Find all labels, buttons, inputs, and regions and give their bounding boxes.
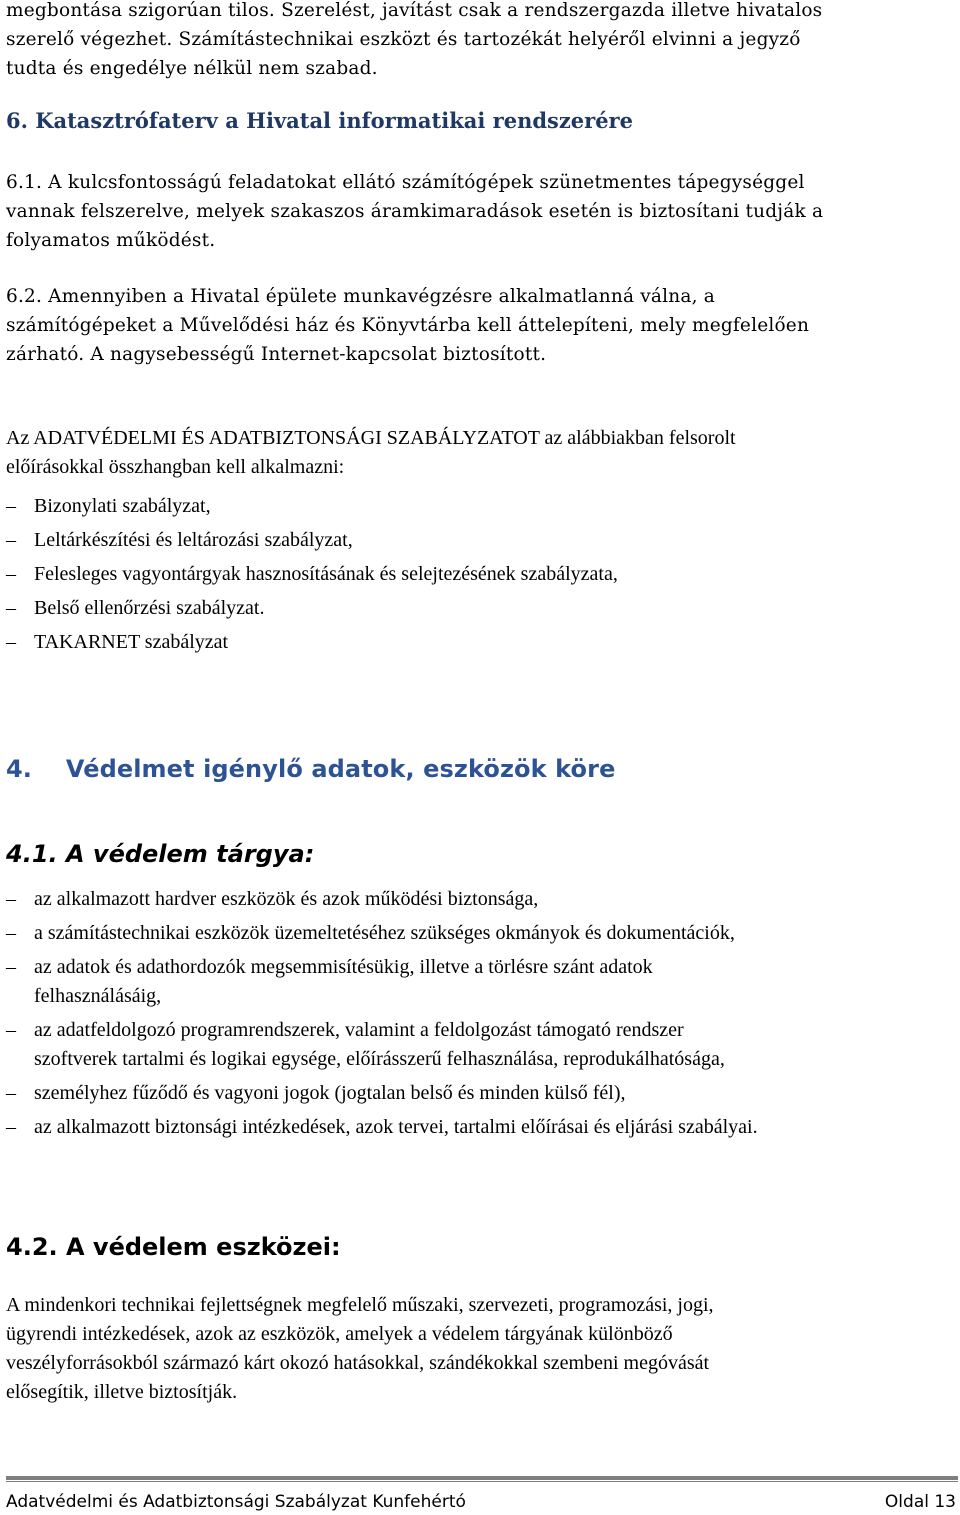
list-item: – Leltárkészítési és leltározási szabályzat, [6,523,951,557]
dash-bullet: – [6,922,16,944]
text-line: elősegítik, illetve biztosítják. [6,1381,238,1403]
text-line: vannak felszerelve, melyek szakaszos áramkimaradások esetén is biztosítani tudják a [6,201,824,222]
section-4-heading: 4. Védelmet igénylő adatok, eszközök köre [6,755,616,783]
top-paragraph [6,0,951,83]
list-item: – személyhez fűződő és vagyoni jogok (jogtalan belső és minden külső fél), [6,1079,951,1108]
dash-bullet: – [6,1019,16,1041]
text-line: tudta és engedélye nélkül nem szabad. [6,58,378,79]
subsection-4-1-heading: 4.1. A védelem tárgya: [6,840,315,868]
dash-bullet: – [6,631,16,653]
paragraph-6-1 [6,168,951,255]
list-item: – az adatok és adathordozók megsemmisítésükig, illetve a törlésre szánt adatok felhasználásáig, [6,953,951,1011]
list-item: – az adatfeldolgozó programrendszerek, valamint a feldolgozást támogató rendszer szoftverek tartalmi és logikai egysége, előírásszerű felhasználása, reprodukálhatósága, [6,1016,951,1074]
footer-divider [6,1476,958,1480]
list-item: – TAKARNET szabályzat [6,625,951,659]
list-item: – az alkalmazott biztonsági intézkedések, azok tervei, tartalmi előírásai és eljárási szabályai. [6,1113,951,1142]
footer-divider [6,1481,958,1482]
text-line: szerelő végezhet. Számítástechnikai eszközt és tartozékát helyéről elvinni a jegyző [6,29,801,50]
list-item: – a számítástechnikai eszközök üzemeltetéséhez szükséges okmányok és dokumentációk, [6,919,951,948]
text-line: Az ADATVÉDELMI ÉS ADATBIZTONSÁGI SZABÁLYZATOT az alábbiakban felsorolt [6,427,736,449]
list-item: – az alkalmazott hardver eszközök és azok működési biztonsága, [6,885,951,914]
list-item: – Belső ellenőrzési szabályzat. [6,591,951,625]
text-line: zárható. A nagysebességű Internet-kapcsolat biztosított. [6,344,547,365]
dash-bullet: – [6,956,16,978]
text-line: 6.2. Amennyiben a Hivatal épülete munkavégzésre alkalmatlanná válna, a [6,286,715,307]
paragraph-6-2 [6,282,951,369]
page-footer [6,1492,956,1512]
dash-bullet: – [6,1116,16,1138]
text-line: ügyrendi intézkedések, azok az eszközök, amelyek a védelem tárgyának különböző [6,1323,673,1345]
footer-document-title: Adatvédelmi és Adatbiztonsági Szabályzat Kunfehértó [6,1492,466,1512]
text-line: megbontása szigorúan tilos. Szerelést, javítást csak a rendszergazda illetve hivatalos [6,0,823,21]
rules-list [6,489,951,659]
dash-bullet: – [6,597,16,619]
subsection-4-2-paragraph [6,1291,951,1407]
dash-bullet: – [6,1082,16,1104]
protection-objects-list [6,885,951,1142]
list-item: – Felesleges vagyontárgyak hasznosításának és selejtezésének szabályzata, [6,557,951,591]
dash-bullet: – [6,563,16,585]
text-line: 6.1. A kulcsfontosságú feladatokat ellátó számítógépek szünetmentes tápegységgel [6,172,805,193]
text-line: előírásokkal összhangban kell alkalmazni: [6,456,345,478]
dash-bullet: – [6,888,16,910]
subsection-4-2-heading: 4.2. A védelem eszközei: [6,1233,341,1261]
text-line: folyamatos működést. [6,230,216,251]
section-6-heading: 6. Katasztrófaterv a Hivatal informatikai rendszerére [6,108,633,133]
text-line: veszélyforrásokból származó kárt okozó hatásokkal, szándékokkal szembeni megóvását [6,1352,710,1374]
text-line: A mindenkori technikai fejlettségnek megfelelő műszaki, szervezeti, programozási, jogi, [6,1294,714,1316]
footer-page-number: Oldal 13 [884,1492,956,1512]
dash-bullet: – [6,529,16,551]
text-line: számítógépeket a Művelődési ház és Könyvtárba kell áttelepíteni, mely megfelelően [6,315,810,336]
rules-intro [6,424,951,482]
dash-bullet: – [6,495,16,517]
list-item: – Bizonylati szabályzat, [6,489,951,523]
